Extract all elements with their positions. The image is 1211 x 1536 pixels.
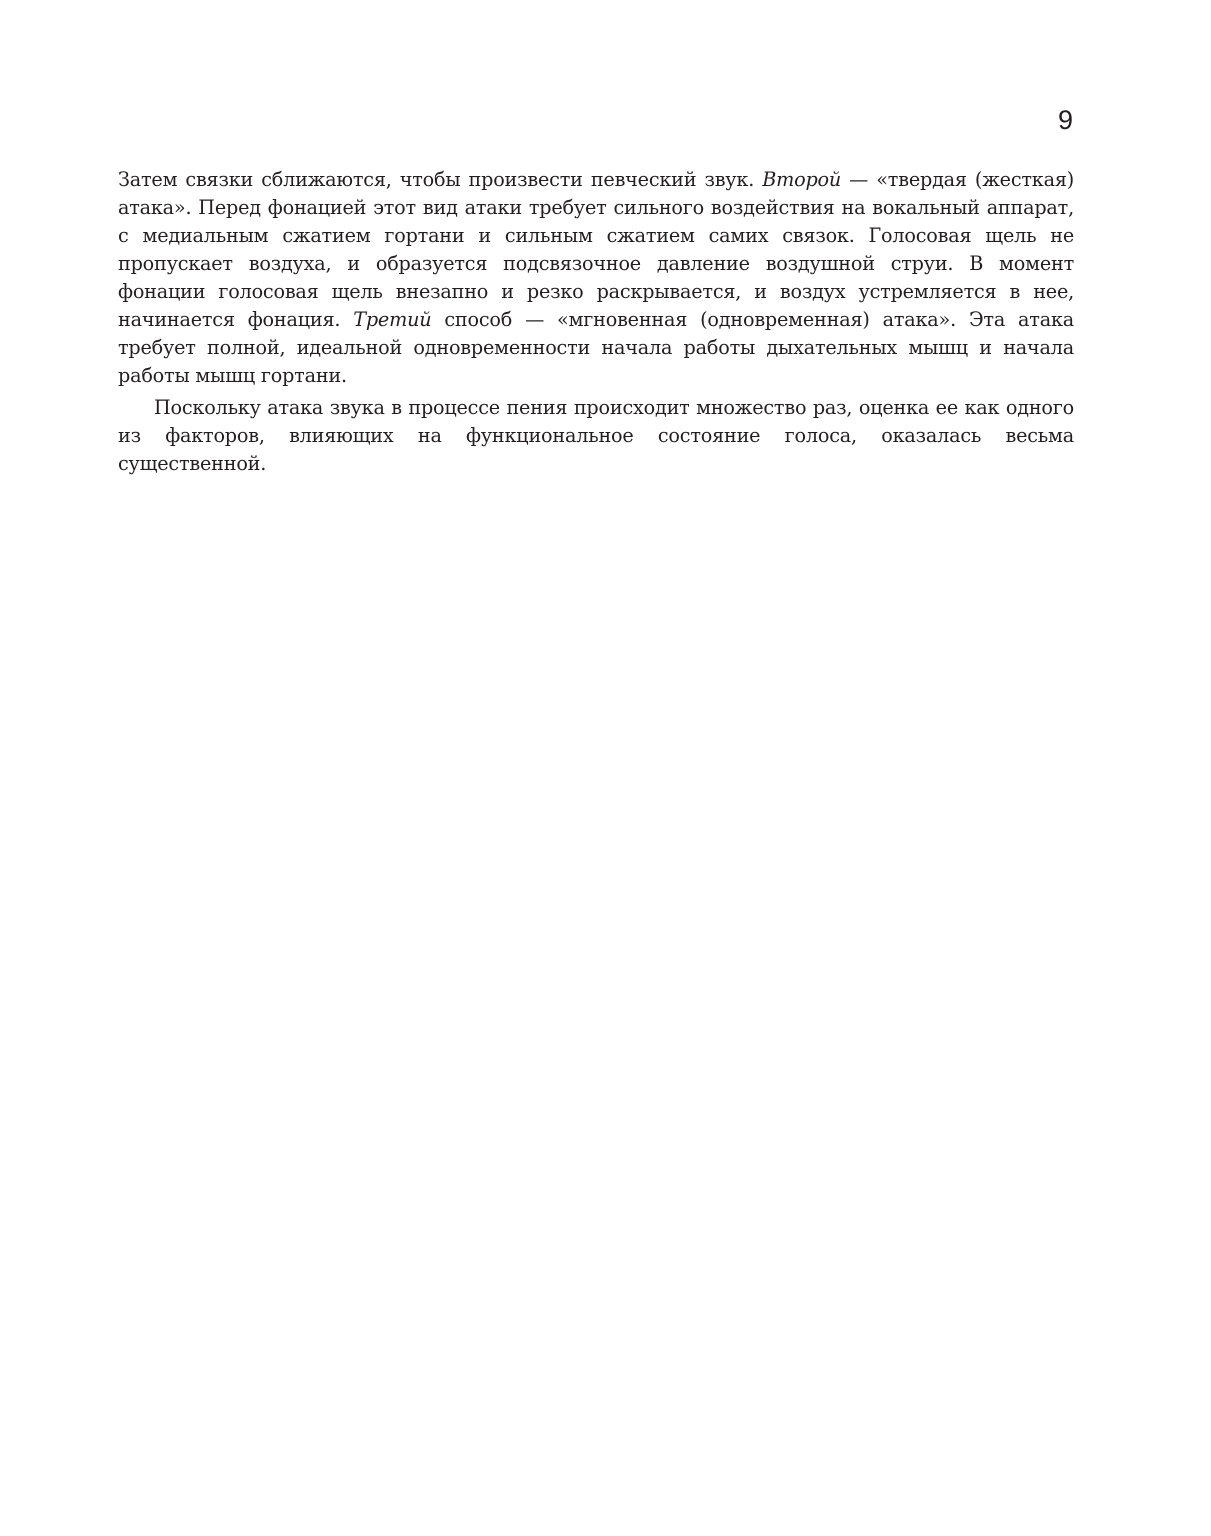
- italic-term-second: Второй: [762, 168, 842, 191]
- page-number: 9: [1057, 105, 1073, 135]
- body-text: [118, 166, 1074, 478]
- text-run: — «твердая (жесткая) атака». Перед фонацией этот вид атаки требует сильного воздействия на вокальный аппарат, с медиальным сжатием гортани и сильным сжатием самих связок. Голосовая щель не пропускает воздуха, и образуется подсвязочное давление воздушной струи. В момент фонации голосовая щель внезапно и резко раскрывается, и воздух устремляется в нее, начинается фонация.: [118, 168, 1075, 331]
- italic-term-third: Третий: [353, 308, 432, 331]
- text-run: Затем связки сближаются, чтобы произвести певческий звук.: [118, 168, 763, 191]
- paragraph-2: [118, 394, 1074, 478]
- text-run: способ — «мгновенная (одновременная) атака». Эта атака требует полной, идеальной одновременности начала работы дыхательных мышц и начала работы мышц гортани.: [118, 308, 1074, 387]
- text-run: Поскольку атака звука в процессе пения происходит множество раз, оценка ее как одного из факторов, влияющих на функциональное состояние голоса, оказалась весьма существенной.: [118, 396, 1074, 475]
- paragraph-1: [118, 166, 1074, 390]
